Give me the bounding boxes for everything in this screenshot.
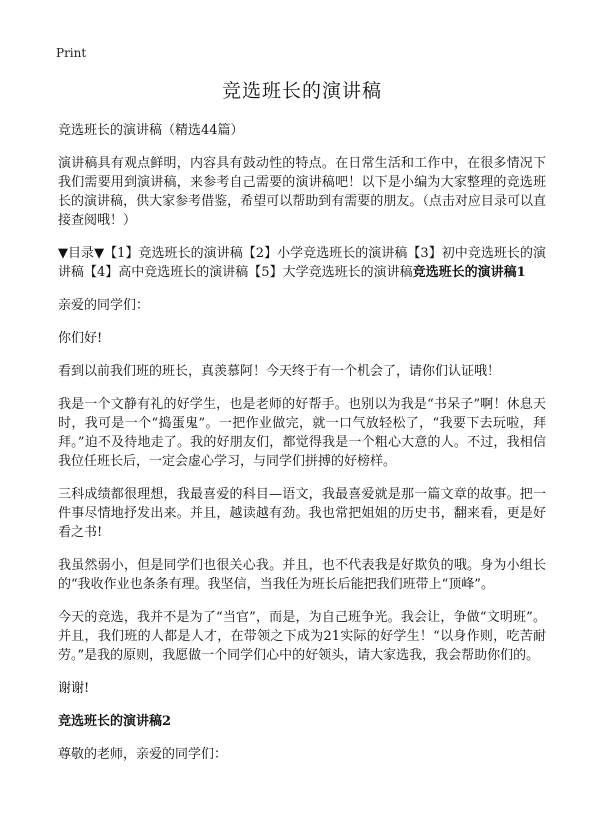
section-heading-1: 竞选班长的演讲稿1 [412,265,526,280]
speech2-greeting: 尊敬的老师，亲爱的同学们： [58,747,228,762]
speech1-paragraph-4: 我虽然弱小，但是同学们也很关心我。并且，也不代表我是好欺负的哦。身为小组长的“我收作业也条条有理。我坚信，当我任为班长后能把我们班带上“顶峰”。 [58,558,546,592]
toc-item-1[interactable]: 【1】竞选班长的演讲稿 [104,246,243,261]
speech1-thanks: 谢谢! [58,681,90,696]
document-page [58,76,546,778]
toc-item-5[interactable]: 【5】大学竞选班长的演讲稿 [248,265,413,280]
toc-item-2[interactable]: 【2】小学竞选班长的演讲稿 [242,246,408,261]
speech1-hello: 你们好! [58,331,103,346]
toc-prefix: ▼目录▼ [58,246,105,261]
speech1-greeting: 亲爱的同学们： [58,298,150,313]
intro-paragraph: 演讲稿具有观点鲜明，内容具有鼓动性的特点。在日常生活和工作中，在很多情况下我们需要用到演讲稿，来参考自己需要的演讲稿吧！以下是小编为大家整理的竞选班长的演讲稿，供大家参考借鉴，希望可以帮助到有需要的朋友。（点击对应目录可以直接查阅哦！） [58,156,546,228]
speech1-paragraph-1: 看到以前我们班的班长，真羡慕阿！今天终于有一个机会了，请你们认证哦！ [58,364,501,379]
print-link[interactable]: Print [56,46,87,60]
section-heading-2: 竞选班长的演讲稿2 [58,714,172,729]
toc-item-4[interactable]: 【4】高中竞选班长的演讲稿 [84,265,249,280]
toc-item-3[interactable]: 【3】初中竞选班长的演讲稿 [58,246,546,280]
speech1-paragraph-3: 三科成绩都很理想，我最喜爱的科目—语文，我最喜爱就是那一篇文章的故事。把一件事尽情地抒发出来。并且，越读越有劲。我也常把姐姐的历史书，翻来看，更是好看之书! [58,487,546,540]
speech1-paragraph-5: 今天的竞选，我并不是为了“当官”，而是，为自己班争光。我会让，争做“文明班”。并且，我们班的人都是人才，在带领之下成为21实际的好学生！“以身作则，吃苦耐劳。”是我的原则，我愿做一个同学们心中的好领头，请大家选我，我会帮助你们的。 [58,610,546,663]
table-of-contents [58,244,546,282]
speech1-paragraph-2: 我是一个文静有礼的好学生，也是老师的好帮手。也别以为我是“书呆子”啊！休息天时，我可是一个“捣蛋鬼”。一把作业做完，就一口气放轻松了，“我要下去玩啦，拜拜。”迫不及待地走了。我的好朋友们，都觉得我是一个粗心大意的人。不过，我相信我位任班长后，一定会虚心学习，与同学们拼搏的好榜样。 [58,397,546,469]
subtitle: 竞选班长的演讲稿（精选44篇） [58,123,244,138]
page-title: 竞选班长的演讲稿 [221,80,382,102]
